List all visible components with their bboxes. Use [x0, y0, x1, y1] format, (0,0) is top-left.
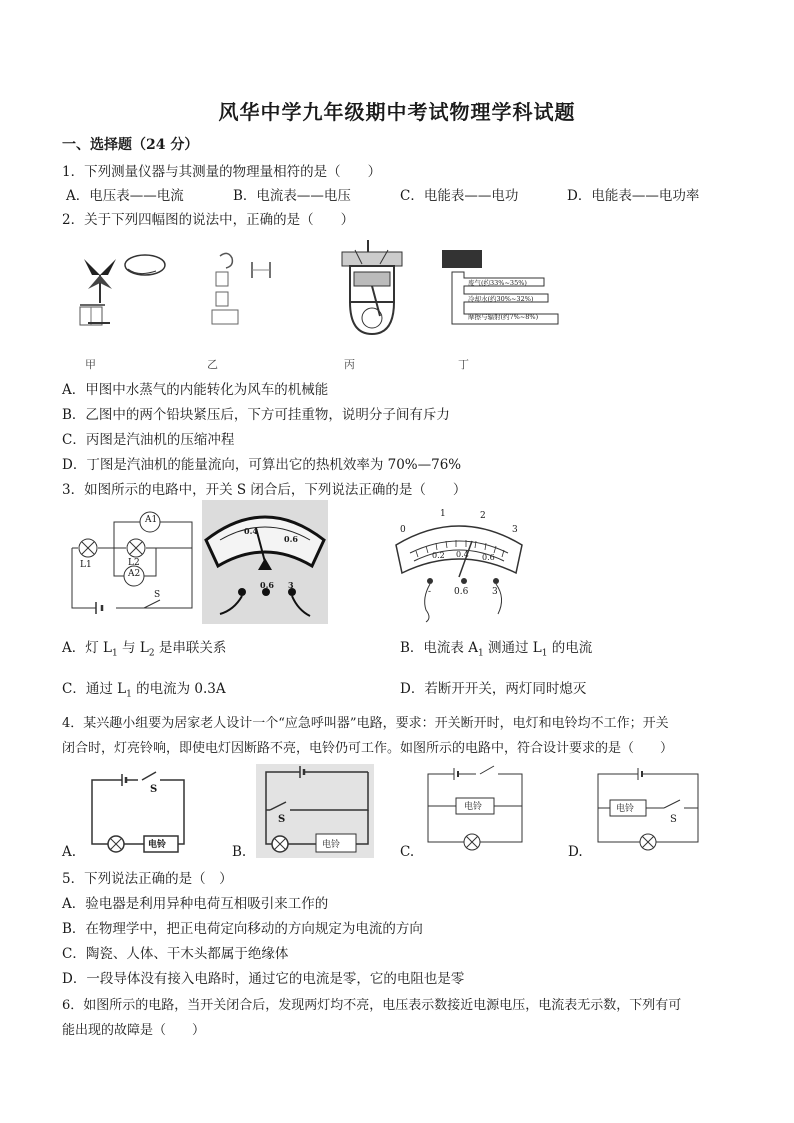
figure-label-jia: 甲 — [85, 358, 96, 371]
q1-stem: 1．下列测量仪器与其测量的物理量相符的是（ ） — [62, 164, 382, 180]
q3-option-a — [62, 636, 226, 659]
ammeter-dial-drawing — [392, 509, 526, 623]
q4-choice-b: B. — [232, 844, 247, 860]
dial-tick-2: 2 — [480, 511, 486, 521]
q3-option-d: D．若断开开关，两灯同时熄灭 — [400, 681, 587, 697]
figure-jia-windmill — [70, 245, 180, 335]
q2-option-a: A．甲图中水蒸气的内能转化为风车的机械能 — [62, 382, 329, 398]
q3b-post: 的电流 — [547, 640, 593, 656]
q3c-pre: C．通过 L — [62, 681, 127, 697]
q5-option-c: C．陶瓷、人体、干木头都属于绝缘体 — [62, 946, 289, 962]
figure-bing-engine — [330, 238, 420, 338]
lamp-l1-label: L1 — [80, 560, 92, 570]
figure-label-ding: 丁 — [458, 358, 469, 371]
ammeter-a2-label: A2 — [128, 569, 141, 579]
q1-option-a: A．电压表——电流 — [66, 188, 184, 204]
q4c-bell-label: 电铃 — [464, 802, 483, 812]
dial-terminal-06: 0.6 — [454, 587, 469, 597]
q5-option-d: D．一段导体没有接入电路时，通过它的电流是零，它的电阻也是零 — [62, 971, 465, 987]
photo-terminal-06: 0.6 — [260, 580, 274, 590]
ding-row-2: 冷却水(约30%~32%) — [468, 295, 534, 303]
q3b-mid: 测通过 L — [483, 640, 542, 656]
q4-circuit-a — [88, 768, 188, 858]
q6-stem-line2: 能出现的故障是（ ） — [62, 1023, 206, 1038]
dial-terminal-3: 3 — [492, 587, 498, 597]
dial-tick-04: 0.4 — [456, 550, 469, 559]
q4-stem-line2: 闭合时，灯亮铃响，即使电灯因断路不亮，电铃仍可工作。如图所示的电路中，符合设计要求的是（ ） — [62, 741, 674, 756]
section-heading: 一、选择题（24 分） — [62, 137, 199, 153]
photo-tick-04: 0.4 — [244, 526, 258, 536]
q3b-sub2: 1 — [541, 648, 548, 659]
q4a-switch-label: S — [150, 784, 158, 795]
ammeter-photo — [202, 500, 328, 624]
figure-label-bing: 丙 — [344, 358, 355, 371]
dial-terminal-minus: - — [428, 587, 432, 597]
q3-circuit-diagram — [66, 508, 198, 616]
q3c-sub1: 1 — [126, 689, 132, 700]
q3a-mid: 与 L — [117, 640, 149, 656]
dial-tick-02: 0.2 — [432, 551, 445, 560]
q4-choice-a: A. — [62, 844, 77, 860]
q3a-post: 是串联关系 — [154, 640, 227, 656]
dial-tick-1: 1 — [440, 509, 446, 519]
q4-circuit-b — [256, 764, 374, 858]
q4b-bell-label: 电铃 — [322, 840, 341, 850]
q3b-pre: B．电流表 A — [400, 640, 478, 656]
q2-option-d: D．丁图是汽油机的能量流向，可算出它的热机效率为 70%—76% — [62, 457, 462, 473]
q4d-bell-label: 电铃 — [616, 804, 635, 814]
q5-option-a: A．验电器是利用异种电荷互相吸引来工作的 — [62, 896, 329, 912]
q3a-sub2: 2 — [148, 648, 155, 659]
q2-stem: 2．关于下列四幅图的说法中，正确的是（ ） — [62, 212, 355, 228]
q3b-sub1: 1 — [477, 648, 484, 659]
q4-choice-d: D. — [568, 844, 583, 860]
dial-tick-06: 0.6 — [482, 553, 495, 562]
q4-choice-c: C. — [400, 844, 415, 860]
q3a-pre: A．灯 L — [62, 640, 113, 656]
q3-option-c — [62, 677, 226, 700]
q6-stem-line1: 6．如图所示的电路，当开关闭合后，发现两灯均不亮，电压表示数接近电源电压，电流表无示数，下列有可 — [62, 998, 682, 1013]
switch-s-label: S — [154, 590, 161, 600]
q4d-switch-label: S — [670, 814, 677, 825]
ammeter-a1-label: A1 — [145, 515, 158, 525]
figure-yi-lead-blocks — [200, 248, 290, 328]
page-title: 风华中学九年级期中考试物理学科试题 — [218, 100, 576, 124]
q1-option-d: D．电能表——电功率 — [567, 188, 700, 204]
q1-option-c: C．电能表——电功 — [400, 188, 519, 204]
q4-stem-line1: 4．某兴趣小组要为居家老人设计一个“应急呼叫器”电路，要求：开关断开时，电灯和电铃均不工作；开关 — [62, 716, 669, 731]
q3a-sub1: 1 — [112, 648, 118, 659]
q5-stem: 5．下列说法正确的是（ ） — [62, 871, 233, 887]
q3-option-b — [400, 636, 592, 659]
photo-terminal-3: 3 — [288, 580, 294, 590]
q3c-post: 的电流为 0.3A — [131, 681, 226, 697]
dial-tick-0: 0 — [400, 525, 406, 535]
dial-tick-3: 3 — [512, 525, 518, 535]
q1-option-b: B．电流表——电压 — [233, 188, 351, 204]
ding-row-3: 摩擦与辐射(约7%~8%) — [468, 313, 539, 321]
q4-circuit-d — [594, 766, 702, 856]
figure-ding-energy-flow — [440, 248, 560, 328]
photo-tick-06: 0.6 — [284, 534, 298, 544]
q2-option-b: B．乙图中的两个铅块紧压后，下方可挂重物，说明分子间有斥力 — [62, 407, 450, 423]
q5-option-b: B．在物理学中，把正电荷定向移动的方向规定为电流的方向 — [62, 921, 423, 937]
q4b-switch-label: S — [278, 814, 286, 825]
figure-label-yi: 乙 — [207, 358, 218, 371]
q4a-bell-label: 电铃 — [148, 840, 167, 850]
q2-option-c: C．丙图是汽油机的压缩冲程 — [62, 432, 235, 448]
q4-circuit-c — [424, 766, 526, 856]
q3-stem: 3．如图所示的电路中，开关 S 闭合后，下列说法正确的是（ ） — [62, 482, 467, 498]
lamp-l2-label: L2 — [128, 558, 140, 568]
ding-row-1: 废气(约33%~35%) — [468, 279, 527, 287]
